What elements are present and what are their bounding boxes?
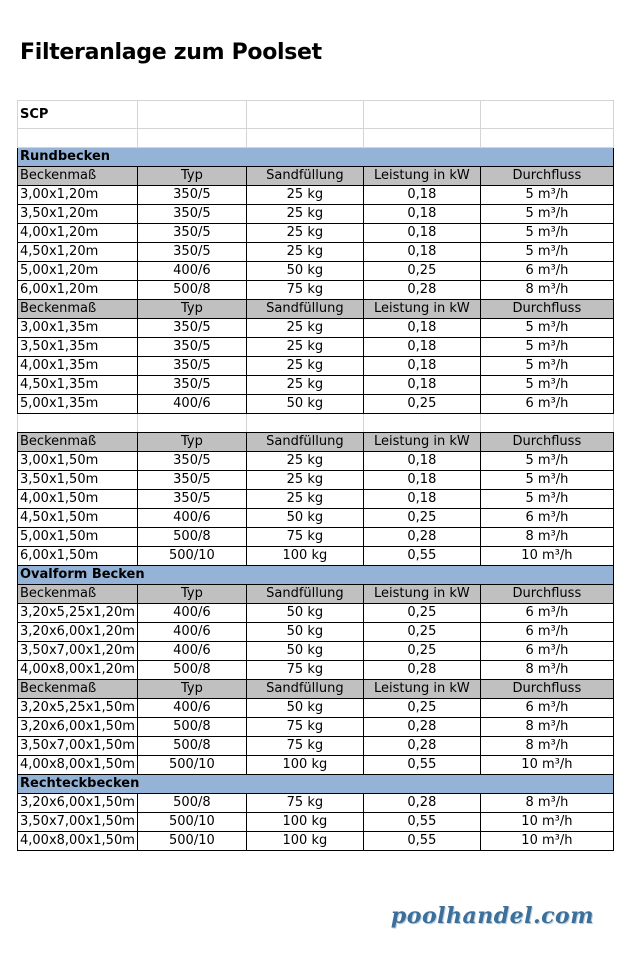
table-cell: 400/6 bbox=[137, 699, 246, 718]
table-cell: 4,00x8,00x1,50m bbox=[18, 756, 138, 775]
table-cell: 3,20x6,00x1,50m bbox=[18, 794, 138, 813]
table-cell: 0,25 bbox=[363, 262, 480, 281]
table-cell: 0,25 bbox=[363, 395, 480, 414]
table-cell: 75 kg bbox=[246, 794, 363, 813]
table-cell: 0,55 bbox=[363, 832, 480, 851]
spacer-row bbox=[18, 129, 614, 148]
table-cell: 0,18 bbox=[363, 186, 480, 205]
table-cell: 0,25 bbox=[363, 604, 480, 623]
table-cell: 25 kg bbox=[246, 490, 363, 509]
table-cell: 0,18 bbox=[363, 357, 480, 376]
brand-label: SCP bbox=[18, 101, 138, 129]
table-cell: 350/5 bbox=[137, 490, 246, 509]
column-header: Leistung in kW bbox=[363, 300, 480, 319]
column-header: Leistung in kW bbox=[363, 585, 480, 604]
table-cell: 25 kg bbox=[246, 205, 363, 224]
poolhandel-logo[interactable]: poolhandel.com bbox=[390, 903, 594, 929]
table-cell: 0,28 bbox=[363, 528, 480, 547]
table-cell: 10 m³/h bbox=[480, 832, 613, 851]
table-cell: 8 m³/h bbox=[480, 737, 613, 756]
table-cell: 500/10 bbox=[137, 756, 246, 775]
table-cell: 50 kg bbox=[246, 509, 363, 528]
table-row bbox=[18, 661, 614, 680]
table-cell: 3,50x1,35m bbox=[18, 338, 138, 357]
table-cell: 0,25 bbox=[363, 623, 480, 642]
table-cell: 50 kg bbox=[246, 623, 363, 642]
table-cell: 10 m³/h bbox=[480, 813, 613, 832]
table-cell: 50 kg bbox=[246, 604, 363, 623]
column-header: Typ bbox=[137, 167, 246, 186]
table-cell: 0,25 bbox=[363, 699, 480, 718]
table-cell: 3,50x7,00x1,50m bbox=[18, 737, 138, 756]
table-cell: 5 m³/h bbox=[480, 490, 613, 509]
table-cell: 0,28 bbox=[363, 281, 480, 300]
table-cell: 400/6 bbox=[137, 642, 246, 661]
table-cell: 5 m³/h bbox=[480, 338, 613, 357]
table-cell: 0,18 bbox=[363, 490, 480, 509]
table-cell: 4,50x1,50m bbox=[18, 509, 138, 528]
table-row bbox=[18, 471, 614, 490]
table-cell: 500/8 bbox=[137, 281, 246, 300]
table-cell: 500/8 bbox=[137, 737, 246, 756]
table-cell: 75 kg bbox=[246, 528, 363, 547]
table-cell: 400/6 bbox=[137, 395, 246, 414]
table-cell: 25 kg bbox=[246, 224, 363, 243]
table-cell: 6 m³/h bbox=[480, 395, 613, 414]
table-cell: 4,00x1,20m bbox=[18, 224, 138, 243]
table-cell: 5,00x1,35m bbox=[18, 395, 138, 414]
table-cell: 350/5 bbox=[137, 471, 246, 490]
table-cell: 350/5 bbox=[137, 357, 246, 376]
table-cell: 3,50x7,00x1,20m bbox=[18, 642, 138, 661]
table-cell: 25 kg bbox=[246, 376, 363, 395]
table-cell: 5 m³/h bbox=[480, 376, 613, 395]
table-cell: 0,18 bbox=[363, 243, 480, 262]
table-row bbox=[18, 756, 614, 775]
table-cell: 3,50x1,20m bbox=[18, 205, 138, 224]
table-cell: 350/5 bbox=[137, 224, 246, 243]
table-cell: 25 kg bbox=[246, 357, 363, 376]
table-cell: 3,50x7,00x1,50m bbox=[18, 813, 138, 832]
table-cell: 0,18 bbox=[363, 376, 480, 395]
table-cell: 3,20x5,25x1,20m bbox=[18, 604, 138, 623]
table-row bbox=[18, 205, 614, 224]
table-cell: 0,55 bbox=[363, 547, 480, 566]
table-cell: 350/5 bbox=[137, 338, 246, 357]
table-cell: 500/8 bbox=[137, 661, 246, 680]
table-cell: 350/5 bbox=[137, 376, 246, 395]
table-cell: 5 m³/h bbox=[480, 357, 613, 376]
column-header: Sandfüllung bbox=[246, 167, 363, 186]
column-header: Typ bbox=[137, 680, 246, 699]
table-cell: 6 m³/h bbox=[480, 642, 613, 661]
section-heading-row bbox=[18, 148, 614, 167]
column-header: Beckenmaß bbox=[18, 585, 138, 604]
table-cell: 0,18 bbox=[363, 224, 480, 243]
blank-row bbox=[18, 414, 614, 433]
table-row bbox=[18, 490, 614, 509]
table-row bbox=[18, 338, 614, 357]
column-header: Sandfüllung bbox=[246, 585, 363, 604]
table-cell: 50 kg bbox=[246, 642, 363, 661]
table-cell: 6 m³/h bbox=[480, 262, 613, 281]
table-row bbox=[18, 224, 614, 243]
table-row bbox=[18, 357, 614, 376]
table-row bbox=[18, 395, 614, 414]
table-cell: 0,18 bbox=[363, 319, 480, 338]
table-cell: 8 m³/h bbox=[480, 528, 613, 547]
table-cell: 0,55 bbox=[363, 756, 480, 775]
table-cell: 350/5 bbox=[137, 452, 246, 471]
table-cell: 500/8 bbox=[137, 794, 246, 813]
table-cell: 25 kg bbox=[246, 338, 363, 357]
table-cell: 350/5 bbox=[137, 186, 246, 205]
column-header: Durchfluss bbox=[480, 300, 613, 319]
table-cell: 8 m³/h bbox=[480, 794, 613, 813]
table-cell: 100 kg bbox=[246, 813, 363, 832]
table-row bbox=[18, 528, 614, 547]
table-cell: 400/6 bbox=[137, 623, 246, 642]
column-header: Typ bbox=[137, 585, 246, 604]
table-cell: 3,20x5,25x1,50m bbox=[18, 699, 138, 718]
table-row bbox=[18, 832, 614, 851]
table-cell: 8 m³/h bbox=[480, 718, 613, 737]
table-cell: 0,18 bbox=[363, 452, 480, 471]
table-cell: 4,00x8,00x1,50m bbox=[18, 832, 138, 851]
table-cell: 400/6 bbox=[137, 262, 246, 281]
table-cell: 0,18 bbox=[363, 471, 480, 490]
table-cell: 3,20x6,00x1,50m bbox=[18, 718, 138, 737]
column-header: Beckenmaß bbox=[18, 680, 138, 699]
table-cell: 0,28 bbox=[363, 737, 480, 756]
table-row bbox=[18, 452, 614, 471]
table-cell: 400/6 bbox=[137, 604, 246, 623]
column-header-row bbox=[18, 300, 614, 319]
section-heading: Rundbecken bbox=[18, 148, 614, 167]
table-cell: 25 kg bbox=[246, 452, 363, 471]
table-cell: 100 kg bbox=[246, 756, 363, 775]
table-row bbox=[18, 281, 614, 300]
table-cell: 3,50x1,50m bbox=[18, 471, 138, 490]
section-heading-row bbox=[18, 775, 614, 794]
table-cell: 3,20x6,00x1,20m bbox=[18, 623, 138, 642]
table-row bbox=[18, 794, 614, 813]
table-row bbox=[18, 699, 614, 718]
section-heading: Rechteckbecken bbox=[18, 775, 614, 794]
table-cell: 0,28 bbox=[363, 794, 480, 813]
column-header: Typ bbox=[137, 433, 246, 452]
column-header-row bbox=[18, 585, 614, 604]
table-cell: 8 m³/h bbox=[480, 661, 613, 680]
table-cell: 6,00x1,50m bbox=[18, 547, 138, 566]
table-row bbox=[18, 604, 614, 623]
table-cell: 8 m³/h bbox=[480, 281, 613, 300]
table-row bbox=[18, 813, 614, 832]
column-header-row bbox=[18, 167, 614, 186]
table-cell: 6 m³/h bbox=[480, 623, 613, 642]
table-row bbox=[18, 319, 614, 338]
table-cell: 5,00x1,50m bbox=[18, 528, 138, 547]
column-header: Sandfüllung bbox=[246, 300, 363, 319]
table-cell: 75 kg bbox=[246, 718, 363, 737]
table-cell: 6 m³/h bbox=[480, 604, 613, 623]
table-cell: 4,00x1,35m bbox=[18, 357, 138, 376]
table-cell: 350/5 bbox=[137, 319, 246, 338]
table-cell: 5 m³/h bbox=[480, 205, 613, 224]
table-cell: 75 kg bbox=[246, 661, 363, 680]
table-cell: 350/5 bbox=[137, 205, 246, 224]
page-title: Filteranlage zum Poolset bbox=[20, 40, 322, 65]
table-cell: 0,55 bbox=[363, 813, 480, 832]
column-header: Durchfluss bbox=[480, 585, 613, 604]
column-header: Durchfluss bbox=[480, 167, 613, 186]
table-cell: 50 kg bbox=[246, 699, 363, 718]
table-cell: 500/10 bbox=[137, 813, 246, 832]
column-header-row bbox=[18, 680, 614, 699]
table-row bbox=[18, 376, 614, 395]
table-cell: 3,00x1,35m bbox=[18, 319, 138, 338]
table-cell: 4,00x8,00x1,20m bbox=[18, 661, 138, 680]
table-cell: 5 m³/h bbox=[480, 471, 613, 490]
table-cell: 5 m³/h bbox=[480, 186, 613, 205]
table-cell: 10 m³/h bbox=[480, 547, 613, 566]
table-cell: 400/6 bbox=[137, 509, 246, 528]
column-header: Durchfluss bbox=[480, 680, 613, 699]
table-cell: 500/8 bbox=[137, 718, 246, 737]
table-cell: 4,50x1,20m bbox=[18, 243, 138, 262]
table-cell: 3,00x1,20m bbox=[18, 186, 138, 205]
column-header: Typ bbox=[137, 300, 246, 319]
table-cell: 5 m³/h bbox=[480, 243, 613, 262]
table-cell: 100 kg bbox=[246, 832, 363, 851]
table-row bbox=[18, 718, 614, 737]
table-cell: 0,18 bbox=[363, 338, 480, 357]
brand-row bbox=[18, 101, 614, 129]
table-cell: 6 m³/h bbox=[480, 699, 613, 718]
table-row bbox=[18, 623, 614, 642]
column-header: Beckenmaß bbox=[18, 433, 138, 452]
table-cell: 5 m³/h bbox=[480, 224, 613, 243]
column-header: Beckenmaß bbox=[18, 167, 138, 186]
table-cell: 75 kg bbox=[246, 281, 363, 300]
table-cell: 0,25 bbox=[363, 509, 480, 528]
table-row bbox=[18, 547, 614, 566]
table-cell: 6,00x1,20m bbox=[18, 281, 138, 300]
table-cell: 4,50x1,35m bbox=[18, 376, 138, 395]
table-cell: 25 kg bbox=[246, 186, 363, 205]
column-header-row bbox=[18, 433, 614, 452]
section-heading-row bbox=[18, 566, 614, 585]
section-heading: Ovalform Becken bbox=[18, 566, 614, 585]
column-header: Sandfüllung bbox=[246, 433, 363, 452]
table-cell: 0,18 bbox=[363, 205, 480, 224]
column-header: Sandfüllung bbox=[246, 680, 363, 699]
column-header: Beckenmaß bbox=[18, 300, 138, 319]
filter-table bbox=[17, 100, 614, 851]
table-cell: 0,28 bbox=[363, 718, 480, 737]
table-cell: 500/10 bbox=[137, 547, 246, 566]
table-cell: 4,00x1,50m bbox=[18, 490, 138, 509]
table-cell: 25 kg bbox=[246, 471, 363, 490]
column-header: Leistung in kW bbox=[363, 433, 480, 452]
table-cell: 0,28 bbox=[363, 661, 480, 680]
table-row bbox=[18, 509, 614, 528]
table-cell: 5 m³/h bbox=[480, 452, 613, 471]
column-header: Leistung in kW bbox=[363, 680, 480, 699]
table-cell: 100 kg bbox=[246, 547, 363, 566]
table-cell: 0,25 bbox=[363, 642, 480, 661]
table-row bbox=[18, 642, 614, 661]
table-cell: 25 kg bbox=[246, 243, 363, 262]
table-cell: 6 m³/h bbox=[480, 509, 613, 528]
table-row bbox=[18, 737, 614, 756]
table-cell: 5,00x1,20m bbox=[18, 262, 138, 281]
table-cell: 50 kg bbox=[246, 395, 363, 414]
table-cell: 350/5 bbox=[137, 243, 246, 262]
table-cell: 500/8 bbox=[137, 528, 246, 547]
table-cell: 3,00x1,50m bbox=[18, 452, 138, 471]
table-cell: 500/10 bbox=[137, 832, 246, 851]
table-cell: 50 kg bbox=[246, 262, 363, 281]
column-header: Durchfluss bbox=[480, 433, 613, 452]
column-header: Leistung in kW bbox=[363, 167, 480, 186]
table-row bbox=[18, 243, 614, 262]
table-row bbox=[18, 262, 614, 281]
table-cell: 10 m³/h bbox=[480, 756, 613, 775]
table-cell: 75 kg bbox=[246, 737, 363, 756]
table-cell: 5 m³/h bbox=[480, 319, 613, 338]
table-row bbox=[18, 186, 614, 205]
table-cell: 25 kg bbox=[246, 319, 363, 338]
